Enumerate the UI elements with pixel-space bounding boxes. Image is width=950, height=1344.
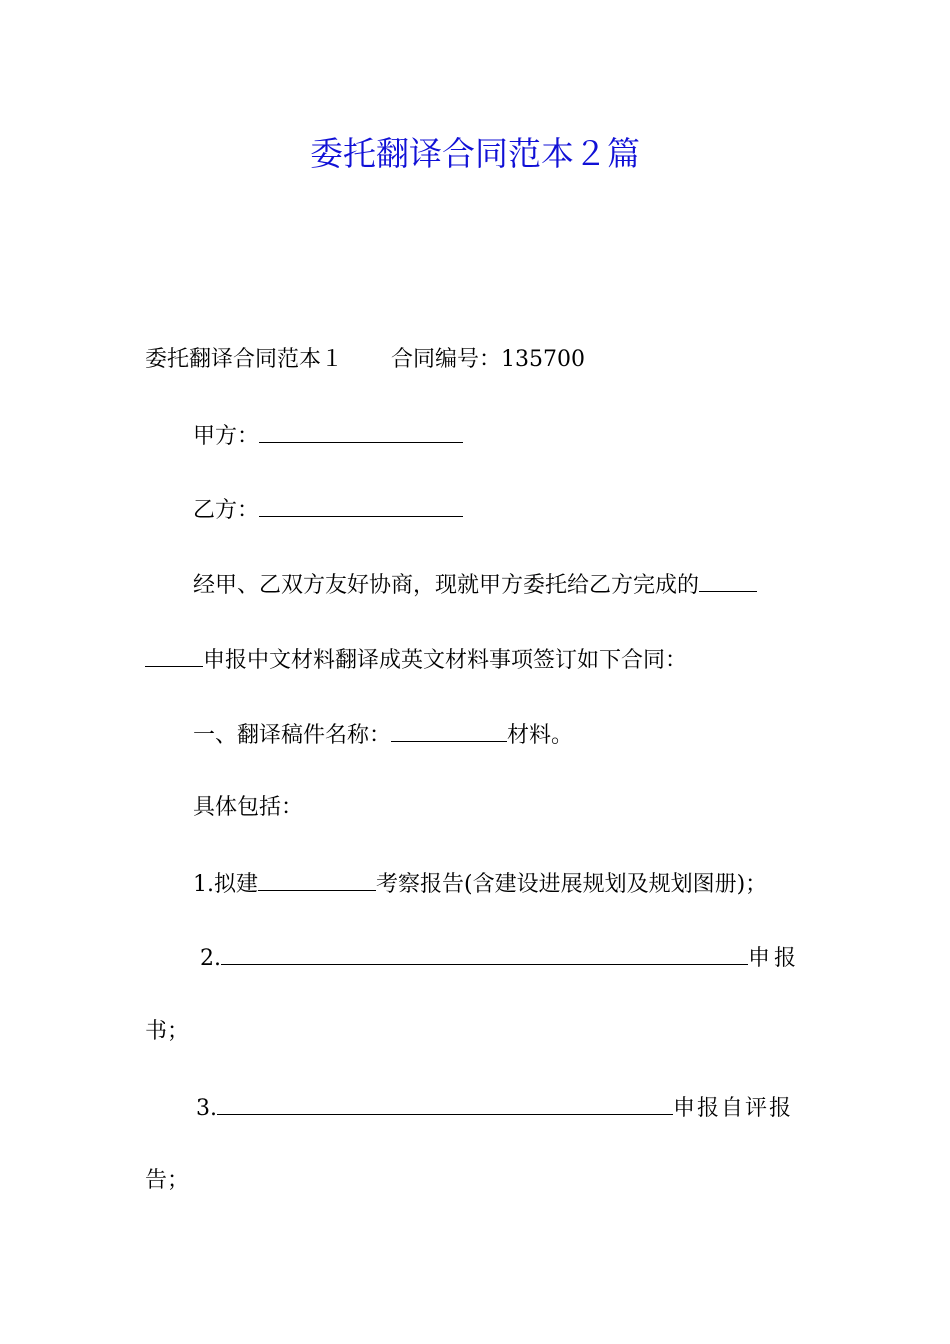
list-item-3 bbox=[196, 1092, 793, 1124]
list-1-suffix: 考察报告(含建设进展规划及规划图册)； bbox=[376, 872, 768, 897]
contract-number-label: 合同编号： bbox=[391, 347, 502, 372]
party-a-blank bbox=[259, 420, 463, 443]
contract-heading: 委托翻译合同范本１ bbox=[145, 347, 344, 372]
party-b-line bbox=[193, 494, 463, 526]
item-1-suffix: 材料。 bbox=[507, 723, 574, 748]
list-3-suffix: 申报自评报 bbox=[673, 1096, 794, 1121]
list-3-blank bbox=[217, 1092, 673, 1115]
list-2-prefix: 2. bbox=[200, 946, 221, 971]
item-1-blank bbox=[391, 719, 507, 742]
item-1-line bbox=[193, 719, 573, 751]
contract-number: 135700 bbox=[501, 347, 586, 372]
party-b-label: 乙方： bbox=[193, 498, 260, 523]
intro-line-2 bbox=[145, 644, 687, 676]
list-item-3-continuation: 告； bbox=[145, 1168, 190, 1193]
intro-blank-1 bbox=[699, 569, 757, 592]
intro-line-1 bbox=[193, 569, 757, 601]
intro-text-2: 申报中文材料翻译成英文材料事项签订如下合同： bbox=[203, 648, 688, 673]
item-1-prefix: 一、翻译稿件名称： bbox=[193, 723, 392, 748]
list-2-blank bbox=[221, 942, 748, 965]
intro-text-1: 经甲、乙双方友好协商，现就甲方委托给乙方完成的 bbox=[193, 573, 700, 598]
list-item-2 bbox=[200, 942, 800, 974]
party-a-line bbox=[193, 420, 463, 452]
party-a-label: 甲方： bbox=[193, 424, 260, 449]
list-item-2-continuation: 书； bbox=[145, 1019, 190, 1044]
document-title: 委托翻译合同范本２篇 bbox=[310, 134, 640, 173]
list-1-blank bbox=[258, 868, 376, 891]
intro-blank-2 bbox=[145, 644, 203, 667]
list-2-suffix: 申报 bbox=[748, 946, 801, 971]
party-b-blank bbox=[259, 494, 463, 517]
list-item-1 bbox=[193, 868, 767, 900]
contract-header-line bbox=[145, 345, 585, 375]
list-1-prefix: 1.拟建 bbox=[193, 872, 258, 897]
specifics-line: 具体包括： bbox=[193, 795, 304, 820]
list-3-prefix: 3. bbox=[196, 1096, 217, 1121]
